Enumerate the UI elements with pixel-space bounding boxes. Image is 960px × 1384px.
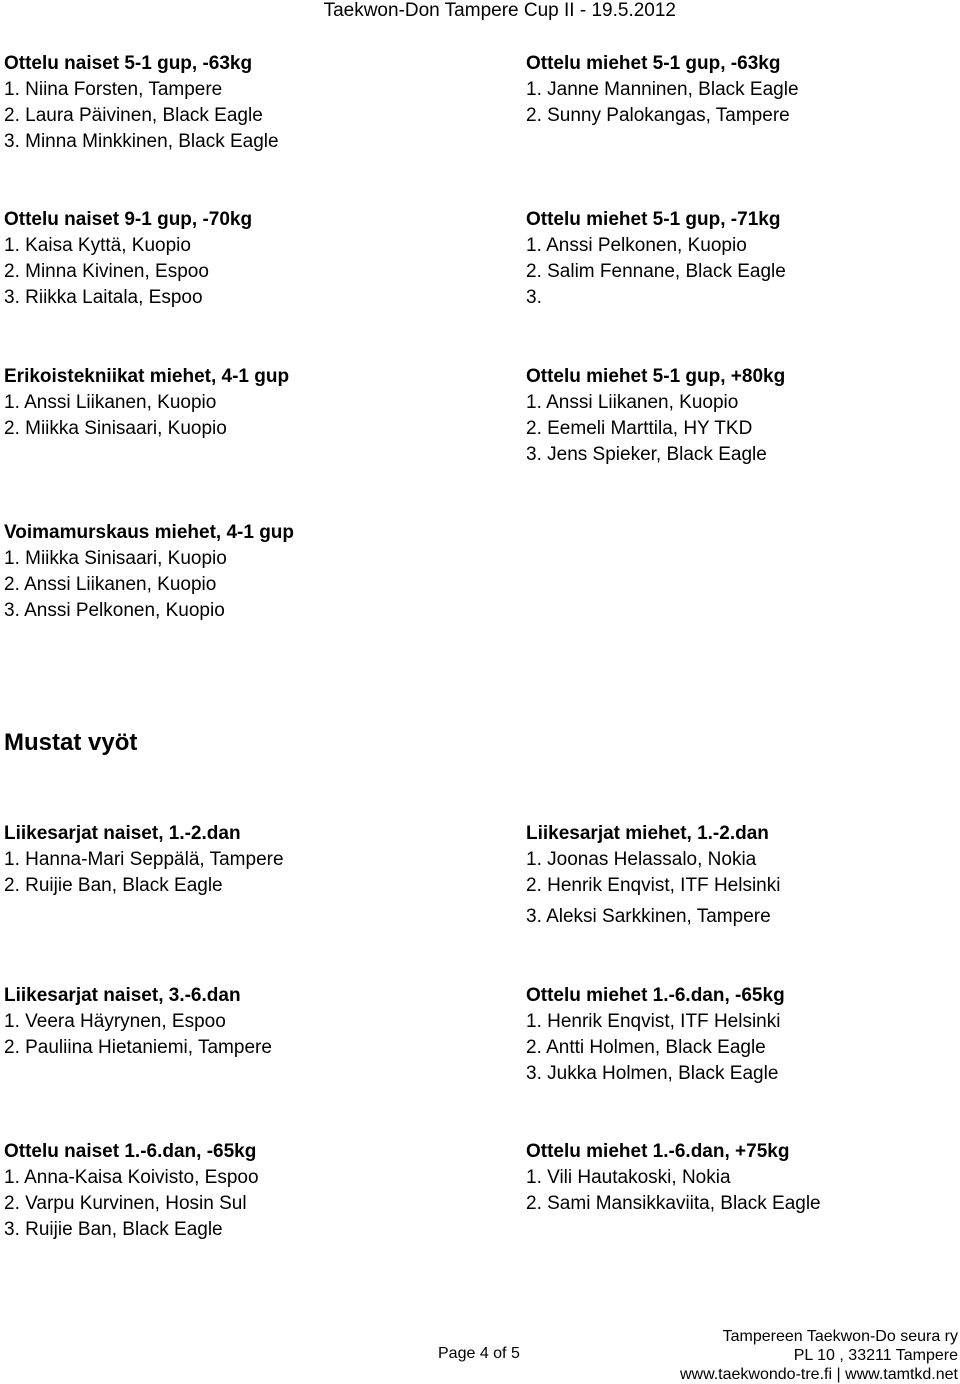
result-block-sparring-men-1-6dan-75kg bbox=[526, 1139, 821, 1217]
category-title: Ottelu miehet 1.-6.dan, -65kg bbox=[526, 985, 785, 1006]
result-row: 1. Anna-Kaisa Koivisto, Espoo bbox=[4, 1167, 259, 1188]
category-title: Liikesarjat naiset, 3.-6.dan bbox=[4, 985, 241, 1006]
result-row: 1. Niina Forsten, Tampere bbox=[4, 79, 223, 100]
organization-name: Tampereen Taekwon-Do seura ry bbox=[722, 1328, 958, 1345]
organization-websites: www.taekwondo-tre.fi | www.tamtkd.net bbox=[679, 1366, 958, 1383]
category-title: Ottelu miehet 5-1 gup, +80kg bbox=[526, 366, 786, 387]
result-block-patterns-women-1-2dan bbox=[4, 821, 284, 899]
result-row: 3. Anssi Pelkonen, Kuopio bbox=[4, 600, 225, 621]
result-row: 3. Riikka Laitala, Espoo bbox=[4, 287, 203, 308]
category-title: Erikoistekniikat miehet, 4-1 gup bbox=[4, 366, 290, 387]
result-row: 3. bbox=[526, 287, 542, 308]
result-row: 2. Ruijie Ban, Black Eagle bbox=[4, 875, 223, 896]
category-title: Ottelu miehet 1.-6.dan, +75kg bbox=[526, 1141, 790, 1162]
result-row: 2. Sunny Palokangas, Tampere bbox=[526, 105, 790, 126]
result-row: 2. Varpu Kurvinen, Hosin Sul bbox=[4, 1193, 247, 1214]
result-block-men-5-1gup-63kg bbox=[526, 51, 799, 129]
category-title: Ottelu naiset 5-1 gup, -63kg bbox=[4, 53, 253, 74]
organization-info bbox=[680, 1327, 958, 1384]
result-row: 2. Antti Holmen, Black Eagle bbox=[526, 1037, 766, 1058]
result-row: 1. Veera Häyrynen, Espoo bbox=[4, 1011, 226, 1032]
result-row: 1. Hanna-Mari Seppälä, Tampere bbox=[4, 849, 284, 870]
result-block-special-techniques-men bbox=[4, 364, 289, 442]
result-row: 3. Jens Spieker, Black Eagle bbox=[526, 444, 767, 465]
result-block-patterns-women-3-6dan bbox=[4, 983, 272, 1061]
result-row: 2. Laura Päivinen, Black Eagle bbox=[4, 105, 263, 126]
result-block-women-9-1gup-70kg bbox=[4, 207, 252, 311]
result-row: 2. Minna Kivinen, Espoo bbox=[4, 261, 209, 282]
header-title: Taekwon-Don Tampere Cup II - 19.5.2012 bbox=[323, 0, 676, 21]
result-row: 2. Eemeli Marttila, HY TKD bbox=[526, 418, 753, 439]
organization-address: PL 10 , 33211 Tampere bbox=[793, 1347, 958, 1364]
category-title: Voimamurskaus miehet, 4-1 gup bbox=[4, 522, 295, 543]
category-title: Ottelu miehet 5-1 gup, -71kg bbox=[526, 209, 781, 230]
category-title: Ottelu naiset 1.-6.dan, -65kg bbox=[4, 1141, 257, 1162]
result-row: 1. Kaisa Kyttä, Kuopio bbox=[4, 235, 191, 256]
result-row: 1. Miikka Sinisaari, Kuopio bbox=[4, 548, 227, 569]
category-title: Ottelu miehet 5-1 gup, -63kg bbox=[526, 53, 781, 74]
page-number: Page 4 of 5 bbox=[438, 1345, 520, 1362]
section-title-black-belts: Mustat vyöt bbox=[4, 729, 138, 756]
result-block-women-5-1gup-63kg bbox=[4, 51, 279, 155]
result-row: 2. Salim Fennane, Black Eagle bbox=[526, 261, 786, 282]
result-row: 2. Miikka Sinisaari, Kuopio bbox=[4, 418, 227, 439]
result-row: 3. Aleksi Sarkkinen, Tampere bbox=[526, 906, 771, 927]
result-row: 1. Anssi Pelkonen, Kuopio bbox=[526, 235, 747, 256]
result-row: 1. Janne Manninen, Black Eagle bbox=[526, 79, 799, 100]
category-title: Liikesarjat naiset, 1.-2.dan bbox=[4, 823, 241, 844]
result-row: 2. Pauliina Hietaniemi, Tampere bbox=[4, 1037, 272, 1058]
category-title: Ottelu naiset 9-1 gup, -70kg bbox=[4, 209, 253, 230]
result-row: 1. Anssi Liikanen, Kuopio bbox=[4, 392, 217, 413]
category-title: Liikesarjat miehet, 1.-2.dan bbox=[526, 823, 769, 844]
result-row: 3. Minna Minkkinen, Black Eagle bbox=[4, 131, 279, 152]
result-block-power-breaking-men bbox=[4, 520, 294, 624]
result-block-sparring-women-1-6dan-65kg bbox=[4, 1139, 259, 1243]
result-row: 1. Henrik Enqvist, ITF Helsinki bbox=[526, 1011, 781, 1032]
page-header bbox=[0, 0, 960, 24]
result-row: 2. Anssi Liikanen, Kuopio bbox=[4, 574, 217, 595]
result-block-patterns-men-1-2dan bbox=[526, 821, 780, 930]
result-block-men-5-1gup-80kg bbox=[526, 364, 785, 468]
result-row: 1. Vili Hautakoski, Nokia bbox=[526, 1167, 731, 1188]
result-row: 1. Anssi Liikanen, Kuopio bbox=[526, 392, 739, 413]
result-row: 3. Ruijie Ban, Black Eagle bbox=[4, 1219, 223, 1240]
result-row: 2. Sami Mansikkaviita, Black Eagle bbox=[526, 1193, 821, 1214]
result-row: 2. Henrik Enqvist, ITF Helsinki bbox=[526, 875, 781, 896]
result-row: 3. Jukka Holmen, Black Eagle bbox=[526, 1063, 779, 1084]
result-block-men-5-1gup-71kg bbox=[526, 207, 786, 311]
result-block-sparring-men-1-6dan-65kg bbox=[526, 983, 785, 1087]
result-row: 1. Joonas Helassalo, Nokia bbox=[526, 849, 757, 870]
